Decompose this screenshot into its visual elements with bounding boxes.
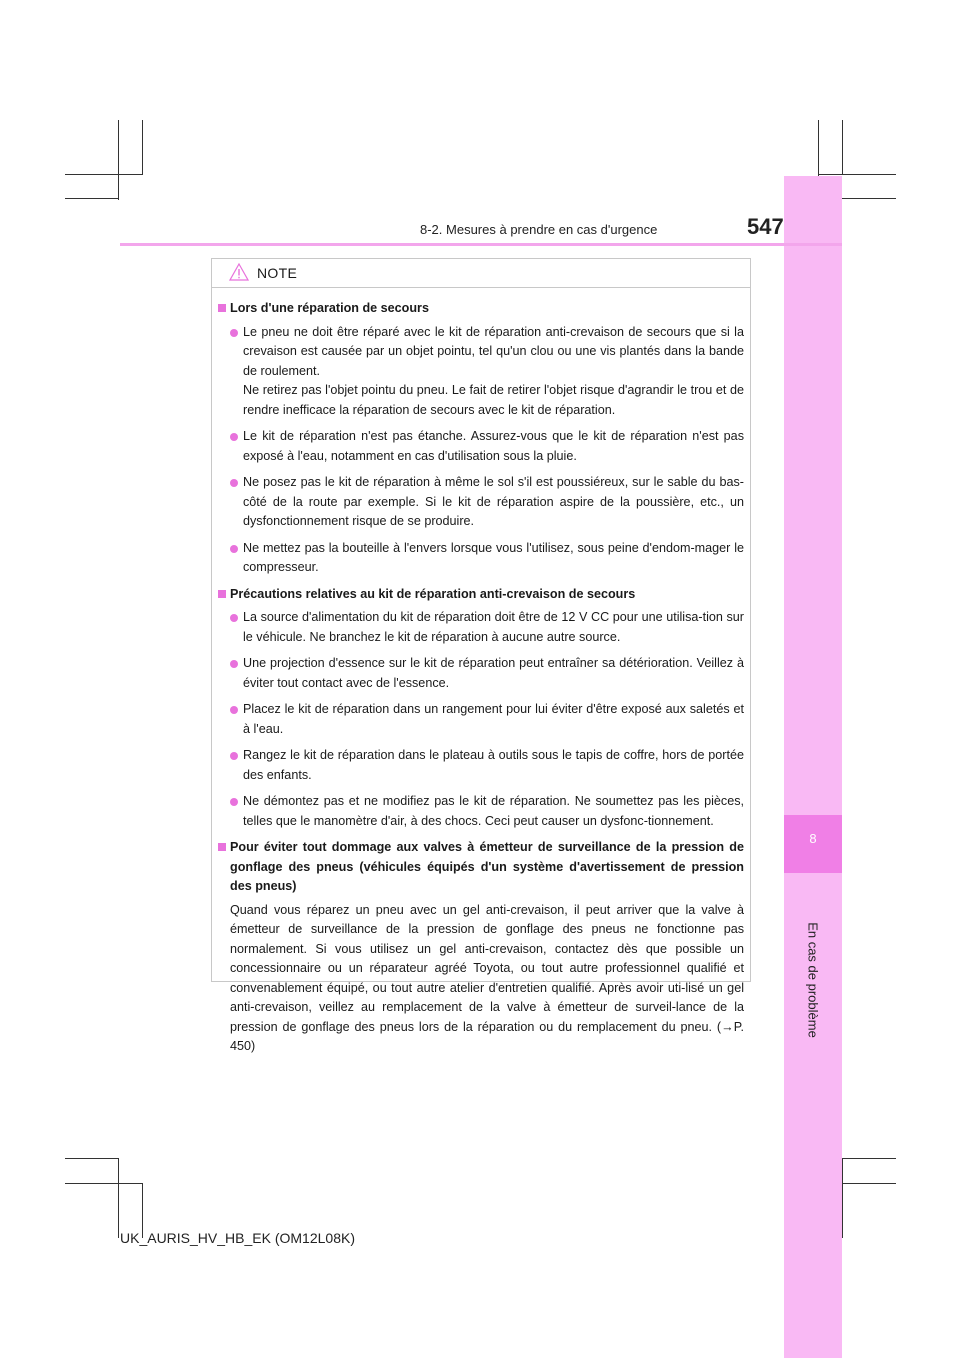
list-item: Placez le kit de réparation dans un rangement pour lui éviter d'être exposé aux saletés et à l'eau. [218,700,744,739]
round-bullet-icon [230,706,238,714]
list-item: La source d'alimentation du kit de réparation doit être de 12 V CC pour une utilisa-tion sur le véhicule. Ne branchez le kit de réparation à aucune autre source. [218,608,744,647]
crop-mark [65,1183,143,1184]
page-number: 547 [747,214,784,239]
crop-mark [842,120,843,175]
crop-mark [118,120,119,200]
round-bullet-icon [230,479,238,487]
list-item: Une projection d'essence sur le kit de réparation peut entraîner sa détérioration. Veillez à éviter tout contact avec de l'essence. [218,654,744,693]
list-item: Le pneu ne doit être réparé avec le kit de réparation anti-crevaison de secours que si la crevaison est causée par un objet pointu, tel qu'un clou ou une vis plantés dans la bande de roulement. Ne retirez pas l'objet pointu du pneu. Le fait de retirer l'objet risque d'agrandir le trou et de rendre inefficace la réparation de secours avec le kit de réparation. [218,323,744,421]
round-bullet-icon [230,660,238,668]
warning-triangle-icon [229,263,249,281]
chapter-number: 8 [784,815,842,873]
section-title: Pour éviter tout dommage aux valves à émetteur de surveillance de la pression de gonflage des pneus (véhicules équipés d'un système d'avertissement de pression des pneus) [218,838,744,897]
chapter-side-tab [784,176,842,1358]
section-heading: 8-2. Mesures à prendre en cas d'urgence [420,222,658,237]
note-header [212,259,750,288]
note-box [211,258,751,1053]
square-bullet-icon [218,843,226,851]
crop-mark [842,198,896,199]
note-label: NOTE [257,265,298,281]
crop-mark [842,1158,896,1159]
section-title: Lors d'une réparation de secours [218,299,744,319]
square-bullet-icon [218,304,226,312]
crop-mark [818,174,896,175]
document-code: UK_AURIS_HV_HB_EK (OM12L08K) [120,1230,355,1246]
round-bullet-icon [230,614,238,622]
round-bullet-icon [230,433,238,441]
square-bullet-icon [218,590,226,598]
crop-mark [142,120,143,175]
round-bullet-icon [230,752,238,760]
crop-mark [65,174,143,175]
crop-mark [118,1158,119,1238]
section-paragraph: Quand vous réparez un pneu avec un gel anti-crevaison, il peut arriver que la valve à émetteur de surveillance de la pression de gonflage des pneus ne fonctionne pas normalement. Si vous utilisez un gel anti-crevaison, contactez dès que possible un concessionnaire ou un réparateur agréé Toyota, ou tout autre professionnel qualifié et convenablement équipé, ou tout autre atelier d'entretien qualifié. Après avoir uti-lisé un gel anti-crevaison, veillez au remplacement de la valve à émetteur de surveil-lance de la pression de gonflage des pneus lors de la réparation ou du remplacement du pneu. (→P. 450) [230,902,744,1053]
round-bullet-icon [230,329,238,337]
list-item: Ne démontez pas et ne modifiez pas le kit de réparation. Ne soumettez pas les pièces, telles que le manomètre d'air, à des chocs. Ceci peut causer un dysfonc-tionnement. [218,792,744,831]
list-item: Le kit de réparation n'est pas étanche. Assurez-vous que le kit de réparation n'est pas exposé à l'eau, notamment en cas d'utilisation sous la pluie. [218,427,744,466]
list-item: Rangez le kit de réparation dans le plateau à outils sous le tapis de coffre, hors de portée des enfants. [218,746,744,785]
crop-mark [842,1158,843,1238]
round-bullet-icon [230,545,238,553]
section-title: Précautions relatives au kit de réparation anti-crevaison de secours [218,585,744,605]
chapter-title: En cas de problème [805,922,821,1038]
round-bullet-icon [230,798,238,806]
crop-mark [65,198,118,199]
list-item: Ne mettez pas la bouteille à l'envers lorsque vous l'utilisez, sous peine d'endom-mager le compresseur. [218,539,744,578]
note-content [218,299,744,1057]
list-item: Ne posez pas le kit de réparation à même le sol s'il est poussiéreux, sur le sable du bas-côté de la route par exemple. Si le kit de réparation aspire de la poussière, etc., un dysfonctionnement risque de se produire. [218,473,744,532]
crop-mark [65,1158,118,1159]
header-rule [120,243,842,246]
